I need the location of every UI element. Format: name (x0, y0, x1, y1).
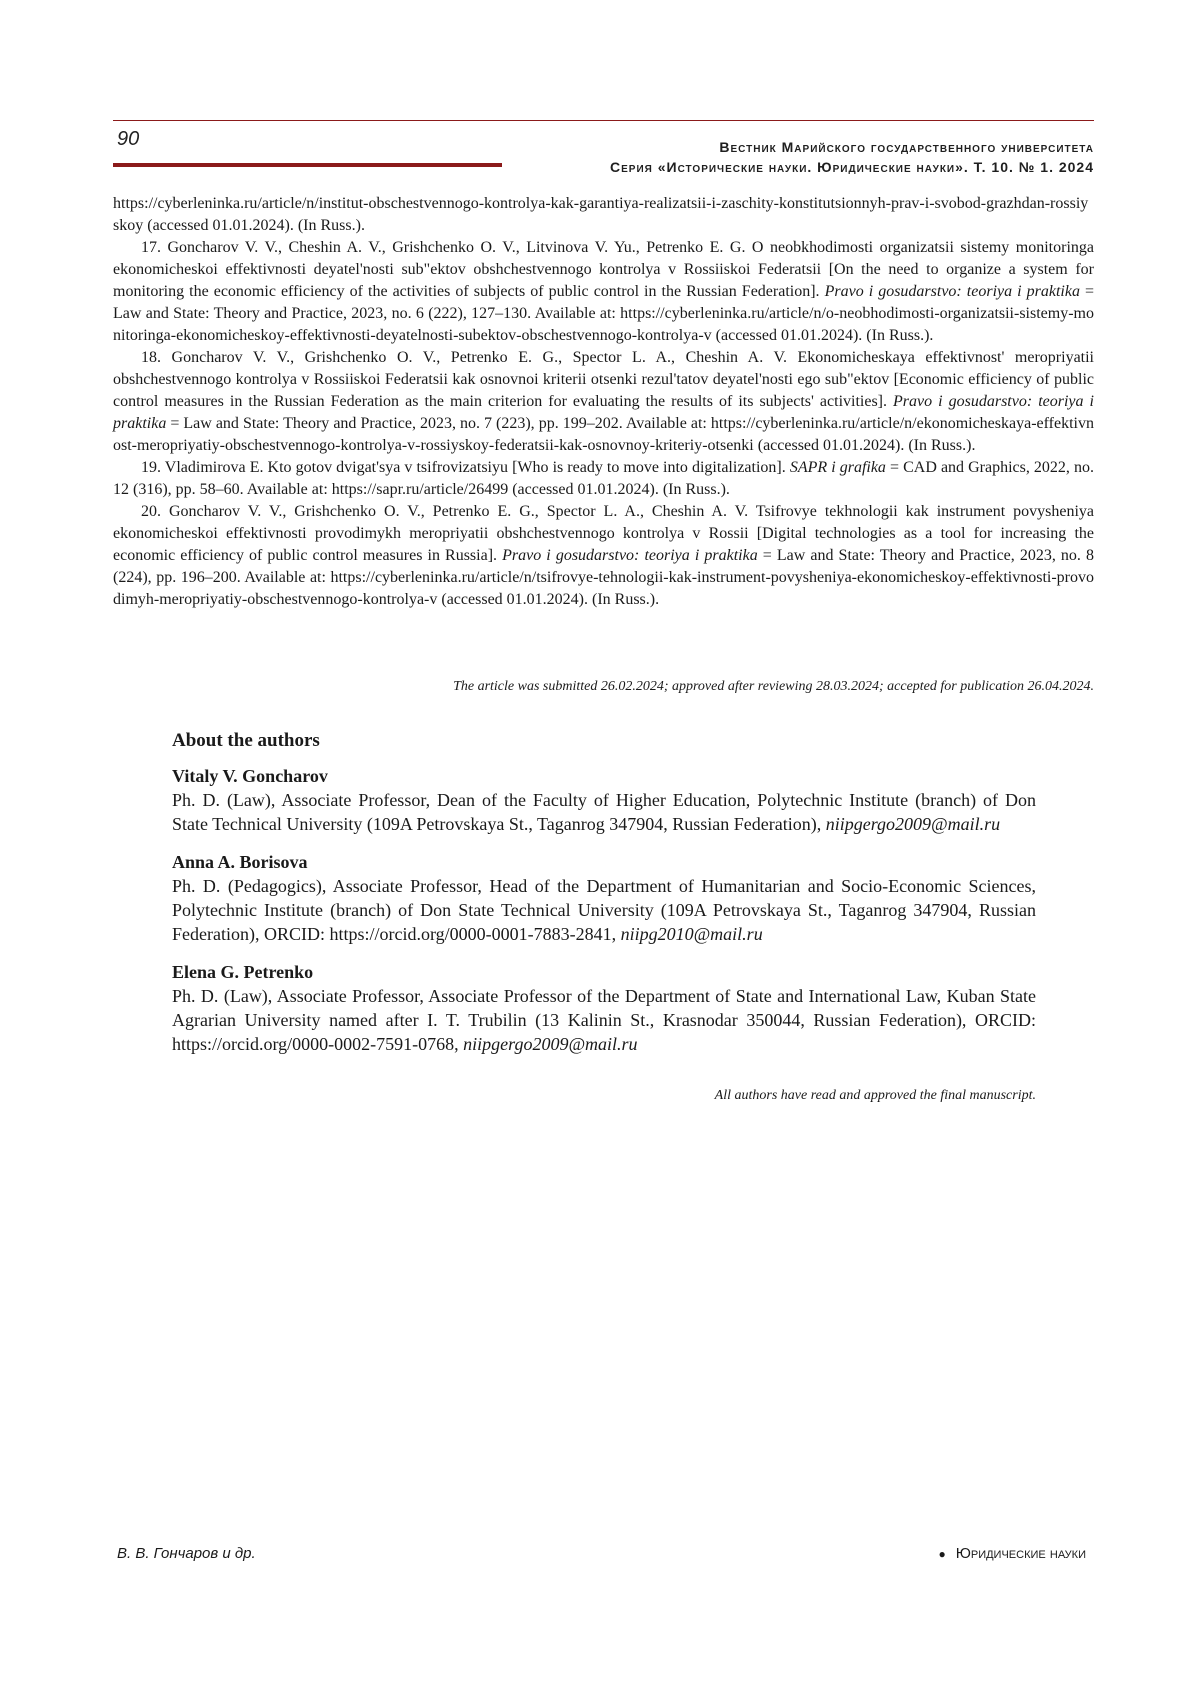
submission-note: The article was submitted 26.02.2024; approved after reviewing 28.03.2024; accepted for publication 26.04.2024. (453, 679, 1094, 694)
author-bio: Ph. D. (Pedagogics), Associate Professor, Head of the Department of Humanitarian and Socio-Economic Sciences, Polytechnic Institute (branch) of Don State Technical University (109A Petrovskaya St., Taganrog 347904, Russian Federation), ORCID: https://orcid.org/0000-0001-7883-2841, niipg2010@mail.ru (172, 876, 1036, 944)
reference-18: 18. Goncharov V. V., Grishchenko O. V., Petrenko E. G., Spector L. A., Cheshin A. V. Ekonomicheskaya effektivnost' meropriyatii obshchestvennogo kontrolya v Rossiiskoi Federatsii kak osnovnoi kriterii otsenki rezul'tatov deyatel'nosti ego sub"ektov [Economic efficiency of public control measures in the Russian Federation as the main criterion for evaluating the results of its subjects' activities]. Pravo i gosudarstvo: teoriya i praktika = Law and State: Theory and Practice, 2023, no. 7 (223), pp. 199–202. Available at: https://cyberleninka.ru/article/n/ekonomicheskaya-effektivnost-meropriyatiy-obschestvennogo-kontrolya-v-rossiyskoy-federatsii-kak-osnovnoy-kriteriy-otsenki (accessed 01.01.2024). (In Russ.). (113, 349, 1094, 454)
journal-series: Серия «Исторические науки. Юридические науки». Т. 10. № 1. 2024 (610, 159, 1094, 175)
journal-title: Вестник Марийского государственного университета (719, 139, 1094, 155)
author-name: Anna A. Borisova (172, 852, 308, 872)
author-email[interactable]: niipgergo2009@mail.ru (825, 814, 1001, 834)
header-top-rule (113, 120, 1094, 121)
reference-19: 19. Vladimirova E. Kto gotov dvigat'sya v tsifrovizatsiyu [Who is ready to move into digitalization]. SAPR i grafika = CAD and Graphics, 2022, no. 12 (316), pp. 58–60. Available at: https://sapr.ru/article/26499 (accessed 01.01.2024). (In Russ.). (113, 459, 1095, 498)
reference-url[interactable]: https://cyberleninka.ru/article/n/o-neobhodimosti-organizatsii-sistemy-monitoringa-ekonomicheskoy-effektivnosti-deyatelnosti-subektov-obschestvennogo-kontrolya-v (113, 305, 1094, 344)
page-number: 90 (117, 128, 140, 150)
journal-name: SAPR i grafika (789, 459, 886, 476)
header-accent-bar (113, 163, 502, 167)
author-name: Vitaly V. Goncharov (172, 766, 328, 786)
reference-continuation: https://cyberleninka.ru/article/n/institut-obschestvennogo-kontrolya-kak-garantiya-realizatsii-i-zaschity-konstitutsionnyh-prav-i-svobod-grazhdan-rossiyskoy (accessed 01.01.2024). (In Russ.). (113, 195, 1089, 234)
author-email[interactable]: niipg2010@mail.ru (620, 924, 763, 944)
reference-17: 17. Goncharov V. V., Cheshin A. V., Grishchenko O. V., Litvinova V. Yu., Petrenko E. G. O neobkhodimosti organizatsii sistemy monitoringa ekonomicheskoi effektivnosti deyatel'nosti sub"ektov obshchestvennogo kontrolya v Rossiiskoi Federatsii [On the need to organize a system for monitoring the economic efficiency of the activities of subjects of public control in the Russian Federation]. Pravo i gosudarstvo: teoriya i praktika = Law and State: Theory and Practice, 2023, no. 6 (222), 127–130. Available at: https://cyberleninka.ru/article/n/o-neobhodimosti-organizatsii-sistemy-monitoringa-ekonomicheskoy-effektivnosti-deyatelnosti-subektov-obschestvennogo-kontrolya-v (accessed 01.01.2024). (In Russ.). (113, 239, 1095, 344)
bullet-icon: ● (938, 1546, 946, 1561)
reference-url[interactable]: https://sapr.ru/article/26499 (331, 481, 509, 498)
author-entry (172, 850, 1036, 946)
journal-name: Pravo i gosudarstvo: teoriya i praktika (113, 393, 1094, 432)
journal-name: Pravo i gosudarstvo: teoriya i praktika (502, 547, 758, 564)
approval-note: All authors have read and approved the final manuscript. (714, 1088, 1036, 1103)
footer-authors: В. В. Гончаров и др. (117, 1545, 256, 1562)
author-name: Elena G. Petrenko (172, 962, 314, 982)
author-bio: Ph. D. (Law), Associate Professor, Associate Professor of the Department of State and International Law, Kuban State Agrarian University named after I. T. Trubilin (13 Kalinin St., Krasnodar 350044, Russian Federation), ORCID: https://orcid.org/0000-0002-7591-0768, niipgergo2009@mail.ru (172, 986, 1036, 1054)
journal-header (610, 137, 1094, 177)
author-entry (172, 960, 1036, 1056)
footer-section (938, 1545, 1086, 1562)
reference-20: 20. Goncharov V. V., Grishchenko O. V., Petrenko E. G., Spector L. A., Cheshin A. V. Tsifrovye tekhnologii kak instrument povysheniya ekonomicheskoi effektivnosti provodimykh meropriyatii obshchestvennogo kontrolya v Rossii [Digital technologies as a tool for increasing the economic efficiency of public control measures in Russia]. Pravo i gosudarstvo: teoriya i praktika = Law and State: Theory and Practice, 2023, no. 8 (224), pp. 196–200. Available at: https://cyberleninka.ru/article/n/tsifrovye-tehnologii-kak-instrument-povysheniya-ekonomicheskoy-effektivnosti-provodimyh-meropriyatiy-obschestvennogo-kontrolya-v (accessed 01.01.2024). (In Russ.). (113, 503, 1094, 608)
author-entry (172, 764, 1036, 836)
reference-url[interactable]: https://cyberleninka.ru/article/n/tsifrovye-tehnologii-kak-instrument-povysheniya-ekonomicheskoy-effektivnosti-provodimyh-meropriyatiy-obschestvennogo-kontrolya-v (113, 569, 1094, 608)
reference-url[interactable]: https://cyberleninka.ru/article/n/institut-obschestvennogo-kontrolya-kak-garantiya-realizatsii-i-zaschity-konstitutsionnyh-prav-i-svobod-grazhdan-rossiyskoy (113, 195, 1089, 234)
author-email[interactable]: niipgergo2009@mail.ru (463, 1034, 638, 1054)
about-authors-section (172, 728, 1036, 1070)
journal-name: Pravo i gosudarstvo: teoriya i praktika (824, 283, 1080, 300)
reference-url[interactable]: https://cyberleninka.ru/article/n/ekonomicheskaya-effektivnost-meropriyatiy-obschestvennogo-kontrolya-v-rossiyskoy-federatsii-kak-osnovnoy-kriteriy-otsenki (113, 415, 1094, 454)
footer-section-label: Юридические науки (955, 1545, 1086, 1562)
reference-list (113, 193, 1094, 611)
author-bio: Ph. D. (Law), Associate Professor, Dean of the Faculty of Higher Education, Polytechnic Institute (branch) of Don State Technical University (109A Petrovskaya St., Taganrog 347904, Russian Federation), niipgergo2009@mail.ru (172, 790, 1036, 834)
about-authors-title: About the authors (172, 730, 320, 751)
